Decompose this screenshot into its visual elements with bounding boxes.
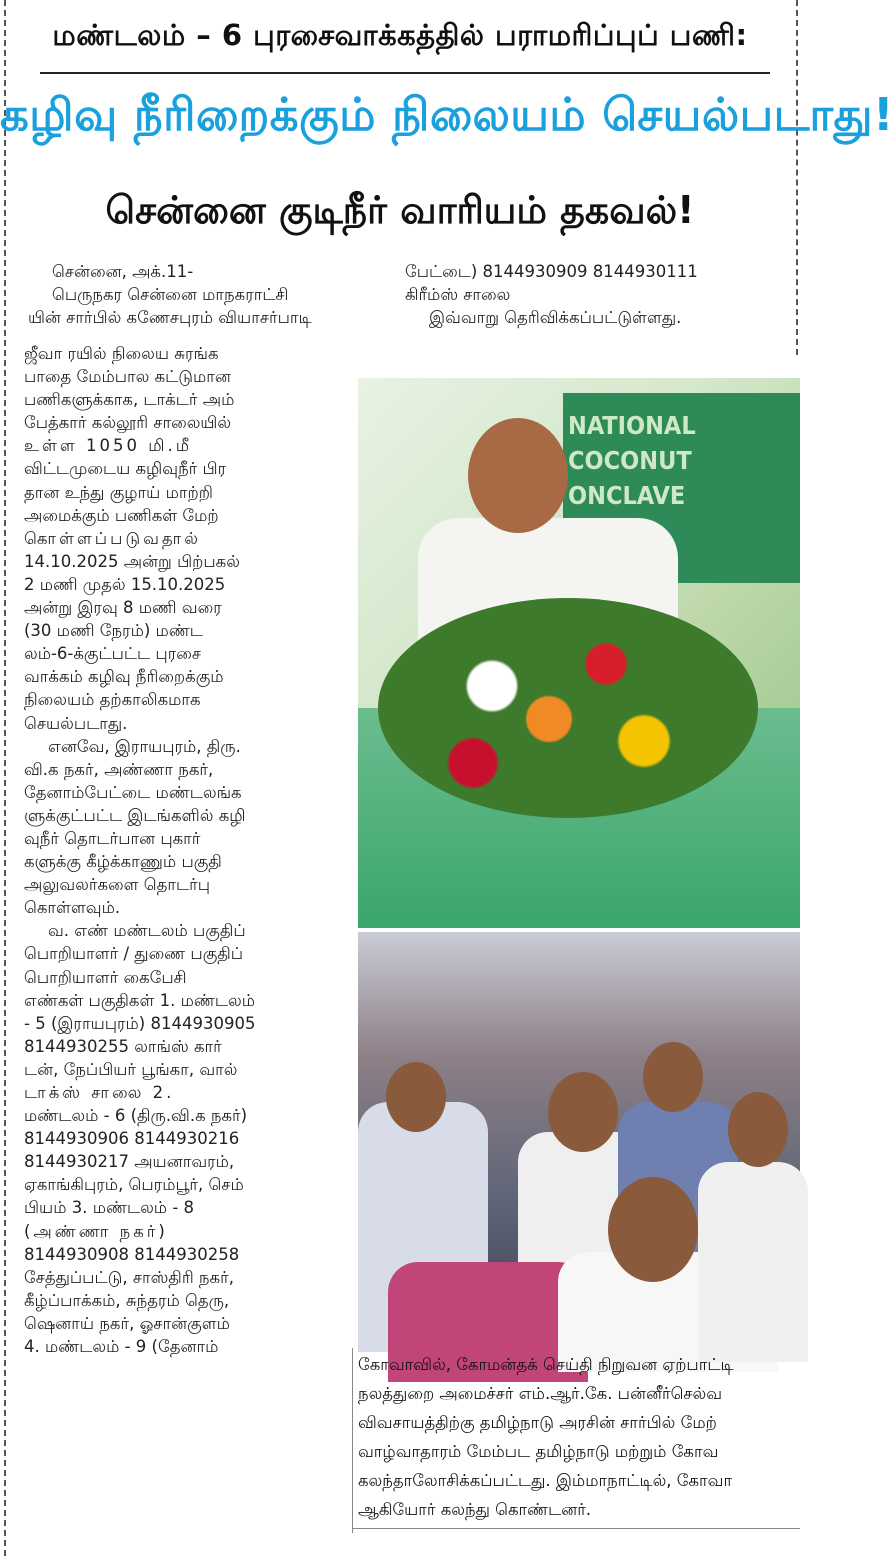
article-line: இவ்வாறு தெரிவிக்கப்பட்டுள்ளது. [429, 308, 682, 328]
article-line: பேட்டை) 8144930909 8144930111 [405, 262, 698, 281]
article-line: டன், நேப்பியர் பூங்கா, வால் [24, 1059, 238, 1079]
article-line: - 5 (இராயபுரம்) 8144930905 [24, 1013, 256, 1033]
audience-face [386, 1062, 446, 1132]
article-line: ளுக்குட்பட்ட இடங்களில் கழி [24, 805, 246, 825]
article-line: அன்று இரவு 8 மணி வரை [24, 598, 222, 618]
article-line: பொறியாளர் கைபேசி [24, 967, 187, 987]
article-line: சேத்துப்பட்டு, சாஸ்திரி நகர், [24, 1267, 234, 1287]
audience-face [608, 1177, 698, 1282]
article-line: 8144930217 அயனாவரம், [24, 1152, 235, 1172]
article-line: பணிகளுக்காக, டாக்டர் அம் [24, 390, 235, 410]
article-line: 8144930906 8144930216 [24, 1129, 240, 1149]
article-line: டாக்ஸ் சாலை 2. [24, 1083, 175, 1102]
article-line: எண்கள் பகுதிகள் 1. மண்டலம் [24, 990, 255, 1010]
audience-member [698, 1162, 808, 1362]
article-line: 8144930908 8144930258 [24, 1244, 240, 1264]
article-line: ஜீவா ரயில் நிலைய சுரங்க [24, 344, 219, 363]
article-line: யின் சார்பில் கணேசபுரம் வியாசர்பாடி [28, 308, 312, 328]
speaker-head [468, 418, 568, 533]
article-line: ஷெனாய் நகர், ஓசான்குளம் [24, 1313, 230, 1333]
photo-audience [358, 932, 800, 1350]
caption-line: ஆகியோர் கலந்து கொண்டனர். [358, 1500, 592, 1519]
article-line: நிலையம் தற்காலிகமாக [24, 690, 201, 710]
article-line: அமைக்கும் பணிகள் மேற் [24, 505, 219, 525]
article-body-left [24, 342, 324, 1358]
article-line: பெருநகர சென்னை மாநகராட்சி [52, 285, 289, 305]
article-line: ஏகாங்கிபுரம், பெரம்பூர், செம் [24, 1175, 244, 1195]
article-line: தான உந்து குழாய் மாற்றி [24, 482, 213, 502]
article-line: தேனாம்பேட்டை மண்டலங்க [24, 782, 242, 802]
article-line: களுக்கு கீழ்க்காணும் பகுதி [24, 852, 222, 872]
caption-line: நலத்துறை அமைச்சர் எம்.ஆர்.கே. பன்னீர்செல்வ [358, 1384, 723, 1403]
article-line: 4. மண்டலம் - 9 (தேனாம் [24, 1337, 219, 1357]
conclave-banner-text: NATIONAL COCONUT ONCLAVE [568, 411, 696, 510]
article-body-right [405, 260, 790, 329]
caption-line: கலந்தாலோசிக்கப்பட்டது. இம்மாநாட்டில், கோவா [358, 1471, 733, 1490]
article-line: கீழ்ப்பாக்கம், சுந்தரம் தெரு, [24, 1290, 230, 1310]
article-line: உள்ள 1050 மி.மீ [24, 436, 193, 456]
kicker-title: மண்டலம் – 6 புரசைவாக்கத்தில் பராமரிப்புப் பணி: [52, 18, 748, 52]
audience-face [728, 1092, 788, 1167]
caption-line: வாழ்வாதாரம் மேம்பட தமிழ்நாடு மற்றும் கோவ [358, 1442, 719, 1461]
audience-face [548, 1072, 618, 1152]
article-line: பேத்கார் கல்லூரி சாலையில் [24, 413, 232, 433]
article-line: 14.10.2025 அன்று பிற்பகல் [24, 551, 240, 571]
article-line: கொள்ளவும். [24, 898, 121, 918]
subheadline: சென்னை குடிநீர் வாரியம் தகவல்! [105, 188, 695, 232]
article-line: 8144930255 லாங்ஸ் கார் [24, 1036, 222, 1056]
article-line: வ. எண் மண்டலம் பகுதிப் [48, 921, 246, 941]
article-line: கொள்ளப்படுவதால் [24, 528, 201, 548]
article-line: லம்-6-க்குட்பட்ட புரசை [24, 644, 201, 664]
article-line: அலுவலர்களை தொடர்பு [24, 875, 210, 895]
article-line: செயல்படாது. [24, 713, 128, 733]
photo-speaker-at-podium [358, 378, 800, 928]
article-line: பொறியாளர் / துணை பகுதிப் [24, 944, 244, 964]
article-intro [28, 260, 398, 329]
article-line: பியம் 3. மண்டலம் - 8 [24, 1198, 195, 1218]
article-line: கிரீம்ஸ் சாலை [405, 285, 511, 305]
article-line: பாதை மேம்பால கட்டுமான [24, 367, 231, 387]
article-line: எனவே, இராயபுரம், திரு. [48, 736, 241, 756]
article-line: வாக்கம் கழிவு நீரிறைக்கும் [24, 667, 224, 687]
dateline: சென்னை, அக்.11- [52, 262, 194, 281]
article-line: (30 மணி நேரம்) மண்ட [24, 621, 203, 641]
headline-rule [40, 72, 770, 74]
caption-line: விவசாயத்திற்கு தமிழ்நாடு அரசின் சார்பில் மேற் [358, 1413, 717, 1432]
article-line: 2 மணி முதல் 15.10.2025 [24, 574, 226, 594]
article-line: விட்டமுடைய கழிவுநீர் பிர [24, 459, 227, 479]
headline: கழிவு நீரிறைக்கும் நிலையம் செயல்படாது! [0, 88, 894, 141]
audience-face [643, 1042, 703, 1112]
caption-line: கோவாவில், கோமன்தக் செய்தி நிறுவன ஏற்பாட்டி [358, 1355, 734, 1374]
article-line: வுநீர் தொடர்பான புகார் [24, 828, 201, 848]
photo-caption [358, 1350, 800, 1530]
flower-bouquet [378, 598, 758, 818]
article-line: மண்டலம் - 6 (திரு.வி.க நகர்) [24, 1106, 248, 1126]
article-line: வி.க நகர், அண்ணா நகர், [24, 759, 214, 779]
article-line: (அண்ணா நகர்) [24, 1221, 168, 1241]
